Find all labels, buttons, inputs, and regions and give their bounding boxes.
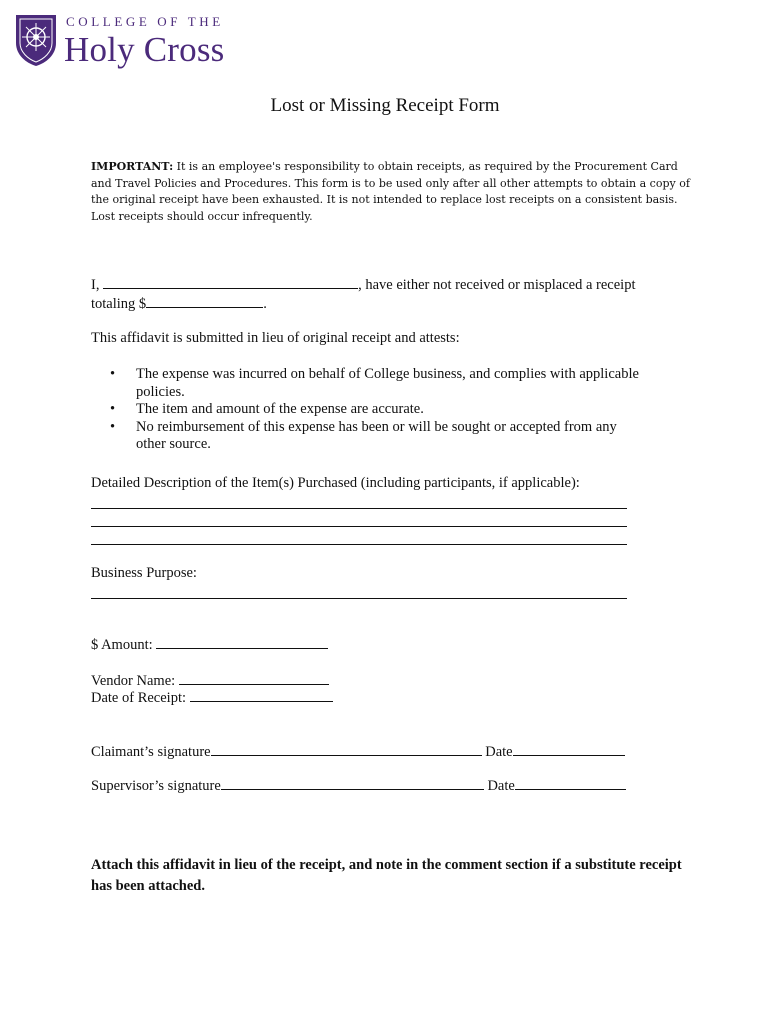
date-of-receipt-field[interactable] (190, 689, 333, 702)
list-item (110, 419, 670, 454)
attestation-list (110, 366, 670, 454)
bullet-icon: • (110, 366, 116, 382)
college-seal-icon (13, 13, 59, 67)
date-of-receipt-label: Date of Receipt: (91, 690, 187, 706)
claimant-date-label: Date (485, 744, 513, 760)
totaling-suffix: . (263, 296, 267, 312)
bullet-icon: • (110, 418, 116, 435)
amount-line (91, 636, 328, 654)
supervisor-date-label: Date (487, 778, 515, 794)
vendor-name-field[interactable] (179, 672, 329, 685)
bullet-text-cont: other source. (136, 436, 211, 452)
list-item (110, 366, 670, 401)
description-field-line-2[interactable] (91, 526, 627, 527)
holy-cross-logotype: Holy Cross (64, 30, 225, 69)
business-purpose-label: Business Purpose: (91, 565, 197, 581)
business-purpose-field[interactable] (91, 598, 627, 599)
claimant-signature-label: Claimant’s signature (91, 744, 211, 760)
affidavit-intro: This affidavit is submitted in lieu of original receipt and attests: (91, 330, 460, 346)
amount-field[interactable] (156, 636, 328, 649)
amount-label: $ Amount: (91, 637, 153, 653)
declaration-line (91, 276, 635, 294)
claimant-date-field[interactable] (513, 743, 625, 756)
description-field-line-3[interactable] (91, 544, 627, 545)
important-text: It is an employee's responsibility to obtain receipts, as required by the Procurement Card and Travel Policies and Procedures. This form is to be used only after all other attempts to obtain a copy of the original receipt have been exhausted. It is not intended to replace lost receipts on a consistent basis. Lost receipts should occur infrequently. (91, 160, 690, 223)
important-label: IMPORTANT: (91, 160, 174, 173)
employee-name-field[interactable] (103, 276, 358, 289)
college-of-the-text: COLLEGE OF THE (66, 14, 224, 29)
vendor-line (91, 672, 329, 690)
claimant-signature-field[interactable] (211, 743, 482, 756)
receipt-date-line (91, 689, 333, 707)
supervisor-signature-field[interactable] (221, 777, 484, 790)
totaling-prefix: totaling $ (91, 296, 147, 312)
bullet-text-cont: policies. (136, 383, 185, 400)
supervisor-date-field[interactable] (515, 777, 626, 790)
declaration-suffix: , have either not received or misplaced a receipt (358, 277, 636, 293)
bullet-icon: • (110, 401, 116, 417)
bullet-text: The item and amount of the expense are accurate. (136, 401, 424, 417)
list-item (110, 401, 670, 419)
bullet-text: No reimbursement of this expense has been or will be sought or accepted from any (136, 418, 617, 435)
vendor-label: Vendor Name: (91, 673, 176, 689)
total-amount-field[interactable] (146, 295, 263, 308)
description-field-line-1[interactable] (91, 508, 627, 509)
totaling-line (91, 295, 267, 313)
description-label: Detailed Description of the Item(s) Purchased (including participants, if applicable): (91, 475, 580, 491)
supervisor-signature-line (91, 777, 626, 795)
claimant-signature-line (91, 743, 625, 761)
important-notice (91, 159, 691, 225)
bullet-text: The expense was incurred on behalf of College business, and complies with applicable (136, 366, 639, 382)
declaration-prefix: I, (91, 277, 100, 293)
attach-note: Attach this affidavit in lieu of the receipt, and note in the comment section if a substitute receipt has been attached. (91, 857, 682, 894)
form-title: Lost or Missing Receipt Form (270, 95, 500, 116)
supervisor-signature-label: Supervisor’s signature (91, 778, 221, 794)
